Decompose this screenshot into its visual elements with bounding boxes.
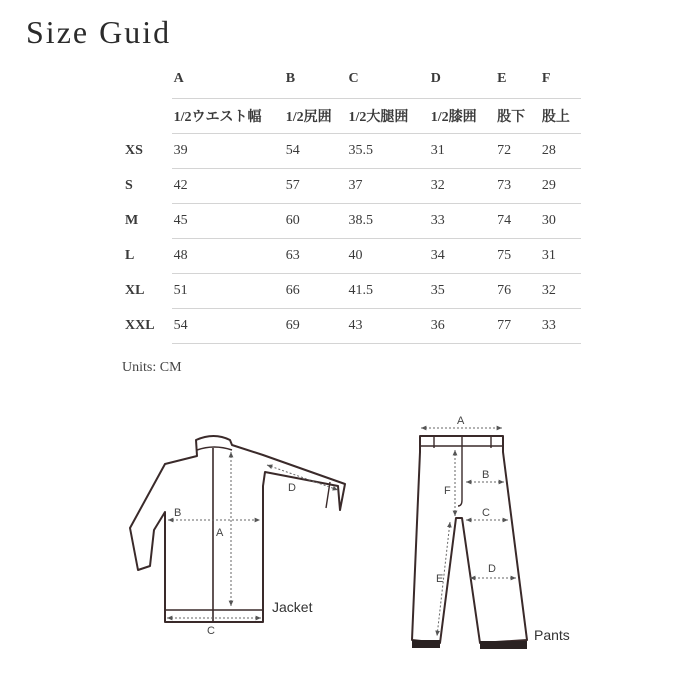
jacket-label-c: C	[207, 625, 215, 637]
size-label: XXL	[123, 309, 172, 344]
jacket-cuff	[326, 482, 330, 508]
jacket-caption: Jacket	[272, 599, 313, 615]
table-cell: 51	[172, 274, 284, 309]
column-letter-c: C	[346, 60, 428, 99]
table-cell: 63	[284, 239, 347, 274]
pants-caption: Pants	[534, 627, 570, 643]
column-letter-e: E	[495, 60, 540, 99]
units-note: Units: CM	[122, 360, 182, 375]
table-cell: 76	[495, 274, 540, 309]
pants-label-c: C	[482, 507, 490, 519]
page-title: Size Guid	[26, 14, 172, 50]
table-cell: 30	[540, 204, 581, 239]
table-cell: 34	[429, 239, 495, 274]
pants-measure-lines	[421, 428, 516, 636]
table-cell: 35	[429, 274, 495, 309]
column-name-rise: 股上	[540, 99, 581, 134]
jacket-label-b: B	[174, 507, 182, 519]
table-cell: 57	[284, 169, 347, 204]
table-cell: 40	[346, 239, 428, 274]
column-letter-b: B	[284, 60, 347, 99]
jacket-label-a: A	[216, 527, 224, 539]
size-label: S	[123, 169, 172, 204]
table-cell: 32	[429, 169, 495, 204]
pants-diagram	[412, 436, 527, 649]
table-cell: 60	[284, 204, 347, 239]
table-cell: 35.5	[346, 134, 428, 169]
table-cell: 73	[495, 169, 540, 204]
table-cell: 28	[540, 134, 581, 169]
table-cell: 54	[284, 134, 347, 169]
table-cell: 75	[495, 239, 540, 274]
size-label: L	[123, 239, 172, 274]
jacket-outline	[130, 436, 345, 622]
table-cell: 54	[172, 309, 284, 344]
column-name-waist: 1/2ウエスト幅	[172, 99, 284, 134]
jacket-label-d: D	[288, 482, 296, 494]
column-name-inseam: 股下	[495, 99, 540, 134]
table-cell: 66	[284, 274, 347, 309]
table-cell: 33	[540, 309, 581, 344]
size-label: M	[123, 204, 172, 239]
table-cell: 72	[495, 134, 540, 169]
table-cell: 33	[429, 204, 495, 239]
table-cell: 48	[172, 239, 284, 274]
table-cell: 37	[346, 169, 428, 204]
table-cell: 32	[540, 274, 581, 309]
table-cell: 38.5	[346, 204, 428, 239]
table-cell: 31	[540, 239, 581, 274]
jacket-diagram	[130, 436, 345, 622]
jacket-collar	[197, 447, 232, 450]
table-cell: 43	[346, 309, 428, 344]
table-cell: 39	[172, 134, 284, 169]
pants-outline	[412, 436, 527, 643]
pants-label-d: D	[488, 563, 496, 575]
column-name-thigh: 1/2大腿囲	[346, 99, 428, 134]
table-cell: 41.5	[346, 274, 428, 309]
table-cell: 77	[495, 309, 540, 344]
pants-label-f: F	[444, 485, 451, 497]
pants-left-cuff	[412, 640, 440, 648]
table-cell: 42	[172, 169, 284, 204]
pants-label-a: A	[457, 415, 465, 427]
pants-right-cuff	[480, 641, 527, 649]
table-cell: 45	[172, 204, 284, 239]
table-cell: 29	[540, 169, 581, 204]
pants-label-b: B	[482, 469, 490, 481]
table-cell: 74	[495, 204, 540, 239]
column-letter-d: D	[429, 60, 495, 99]
jacket-measure-lines	[167, 452, 338, 618]
pants-fly	[458, 448, 462, 506]
table-cell: 36	[429, 309, 495, 344]
size-label: XL	[123, 274, 172, 309]
pants-label-e: E	[436, 573, 444, 585]
column-letter-a: A	[172, 60, 284, 99]
table-cell: 69	[284, 309, 347, 344]
column-name-knee: 1/2膝囲	[429, 99, 495, 134]
size-label: XS	[123, 134, 172, 169]
column-letter-f: F	[540, 60, 581, 99]
table-cell: 31	[429, 134, 495, 169]
column-name-hip: 1/2尻囲	[284, 99, 347, 134]
